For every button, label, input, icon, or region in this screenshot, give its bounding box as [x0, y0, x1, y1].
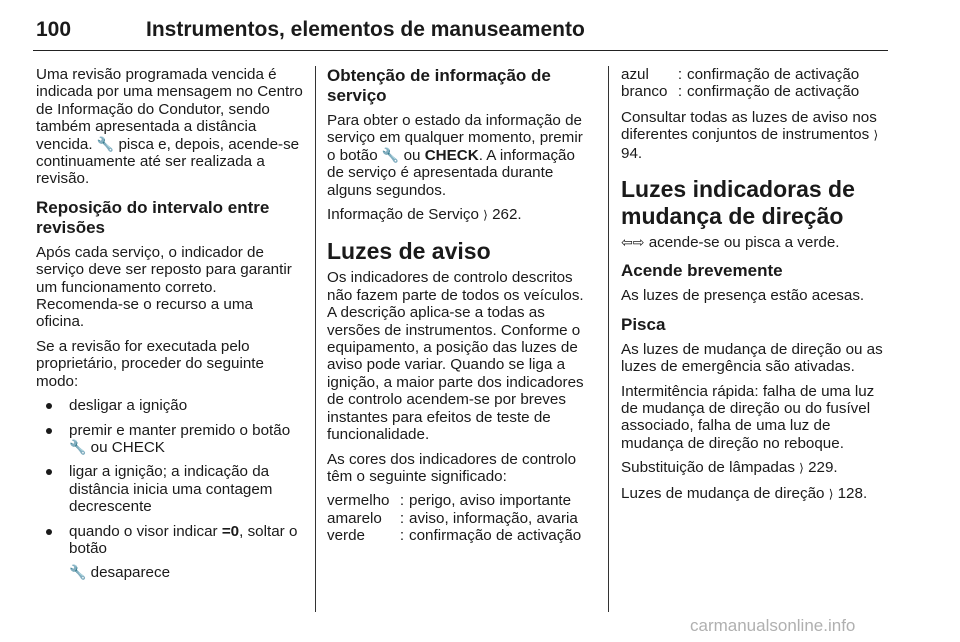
wrench-icon: 🔧 [381, 146, 400, 163]
chapter-heading: Luzes indicadoras de mudança de direção [621, 176, 855, 230]
paragraph: Uma revisão programada vencida é indicada por uma mensagem no Centro de Informação do Condutor, sendo também apresentada a distância vencida. 🔧 pisca e, depois, acende-se continuamente até ser realizada a revisão. [36, 66, 303, 188]
color-definition-list [621, 66, 889, 101]
paragraph: Para obter o estado da informação de serviço em qualquer momento, premir o botão 🔧 ou CHECK. A informação de serviço é apresentada durante alguns segundos. [327, 112, 583, 199]
column-2 [327, 66, 595, 553]
column-1 [36, 66, 304, 589]
paragraph: 🔧 desaparece [69, 564, 171, 582]
paragraph: Após cada serviço, o indicador de serviço deve ser reposto para garantir um funcionamento correto. Recomenda-se o recurso a uma oficina. [36, 243, 292, 331]
column-divider-1 [315, 66, 316, 612]
watermark: carmanualsonline.info [690, 616, 856, 635]
page-header [33, 14, 888, 51]
section-heading: Pisca [621, 314, 666, 334]
list-item: branco : confirmação de activação [621, 83, 860, 101]
paragraph: As luzes de mudança de direção ou as luzes de emergência são ativadas. [621, 340, 883, 376]
column-3 [621, 66, 889, 510]
paragraph: Se a revisão for executada pelo proprietário, proceder do seguinte modo: [36, 337, 264, 390]
wrench-icon: 🔧 [96, 135, 115, 152]
wrench-icon: 🔧 [69, 438, 87, 455]
reference-arrow-icon: ⟩ [828, 486, 834, 501]
paragraph: ⇦⇨ acende-se ou pisca a verde. [621, 234, 840, 252]
section-heading: Acende brevemente [621, 261, 783, 281]
wrench-icon: 🔧 [69, 564, 87, 581]
color-definition-list [327, 492, 595, 544]
chapter-heading: Luzes de aviso [327, 238, 491, 265]
list-item: verde : confirmação de activação [327, 527, 582, 545]
paragraph: Consultar todas as luzes de aviso nos diferentes conjuntos de instrumentos ⟩ 94. [621, 108, 879, 162]
column-divider-2 [608, 66, 609, 612]
steps-list [36, 397, 304, 557]
page-number: 100 [36, 18, 72, 41]
list-item: desligar a ignição [36, 397, 304, 414]
page-reference: Informação de Serviço ⟩ 262. [327, 206, 522, 224]
reference-arrow-icon: ⟩ [483, 208, 488, 223]
page-reference: Luzes de mudança de direção ⟩ 128. [621, 484, 868, 502]
list-item: ligar a ignição; a indicação da distância inicia uma contagem decrescente [36, 463, 304, 515]
list-item: vermelho : perigo, aviso importante [327, 492, 572, 510]
list-item: premir e manter premido o botão 🔧 ou CHECK [36, 422, 304, 457]
chapter-title: Instrumentos, elementos de manuseamento [146, 18, 585, 41]
paragraph: Os indicadores de controlo descritos não fazem parte de todos os veículos. A descrição aplica-se a todas as versões de instrumentos. Conforme o equipamento, a posição das luzes de aviso pode variar. Quando se liga a ignição, a maior parte dos indicadores de controlo acendem-se por breves instantes para efeitos de teste de funcionalidade. [327, 269, 584, 444]
reference-arrow-icon: ⟩ [799, 461, 804, 476]
page-reference: Substituição de lâmpadas ⟩ 229. [621, 459, 838, 477]
paragraph: As luzes de presença estão acesas. [621, 287, 865, 305]
list-item: quando o visor indicar =0, soltar o botão [36, 523, 304, 558]
list-item: azul : confirmação de activação [621, 66, 860, 83]
paragraph: As cores dos indicadores de controlo têm o seguinte significado: [327, 450, 577, 485]
paragraph: Intermitência rápida: falha de uma luz de mudança de direção ou do fusível associado, falha de uma luz de mudança de direção no reboque. [621, 382, 875, 452]
list-item: amarelo : aviso, informação, avaria [327, 509, 578, 527]
section-heading: Obtenção de informação de serviço [327, 66, 551, 105]
reference-arrow-icon: ⟩ [873, 128, 879, 143]
section-heading: Reposição do intervalo entre revisões [36, 197, 270, 237]
turn-signal-icon: ⇦⇨ [621, 234, 645, 251]
